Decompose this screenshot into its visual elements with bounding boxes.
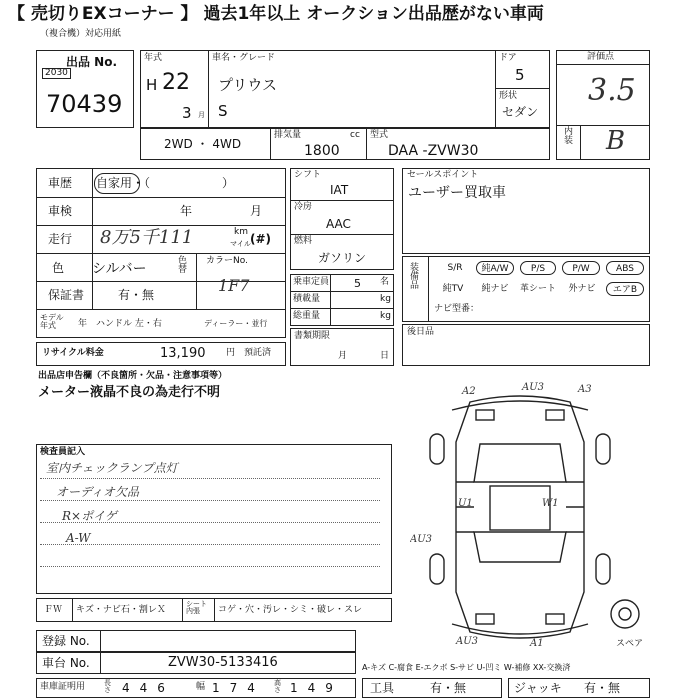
model-grade: S [218,102,228,120]
model-year-dealer: ディーラー・並行 [204,319,268,328]
install-label: 後日品 [407,327,435,337]
inspector-line-1: 室内チェックランプ点灯 [46,461,178,475]
lot-number: 70439 [46,90,123,118]
inspection-month: 月 [250,204,263,218]
inspector-line-4: A-W [66,531,91,545]
score-value: 3.5 [588,73,636,108]
cert-length: 446 [122,681,175,695]
doors-value: 5 [515,66,525,84]
jack-value: 有・無 [584,681,621,695]
year-value: 22 [162,70,190,95]
capacity-unit: 名 [380,277,390,287]
load-unit: kg [380,294,391,304]
legend-fw: ＦＷ [44,605,63,615]
equip-extnavi: 外ナビ [568,284,596,294]
model-year-year: 年 [78,319,88,329]
recycle-label: リサイクル料金 [42,348,104,358]
inspector-line-2: オーディオ欠品 [56,485,140,499]
interior-label: 内装 [564,127,574,146]
displacement-label: 排気量 [274,130,302,140]
shift-label: シフト [294,170,322,180]
recycle-unit: 円 [226,348,236,358]
recycle-status: 預託済 [244,348,272,358]
shift-value: IAT [330,183,349,197]
header-title: 【 売切りEXコーナー 】 過去1年以上 オークション出品歴がない車両 [8,4,544,24]
warranty-value: 有・無 [118,288,155,302]
inspection-year: 年 [180,204,193,218]
deadline-month: 月 [338,351,348,361]
selling-box [402,168,650,254]
cert-label: 車庫証明用 [40,682,86,692]
equip-leather: 革シート [519,284,556,294]
mark-w1: W1 [542,498,559,509]
sheet-note: （複合機）対応用紙 [40,29,122,39]
equip-abs: ABS [606,261,644,275]
color-change-label: 色替 [178,256,188,275]
ac-value: AAC [326,217,351,231]
ac-label: 冷房 [294,202,313,212]
legend-condition: コゲ・穴・汚レ・シミ・破レ・スレ [218,605,363,615]
year-era: H [146,76,158,94]
equip-navi: 純ナビ [481,284,509,294]
year-month: 3 [182,104,192,122]
cert-length-label: 長さ [104,679,111,694]
history-circle [94,173,140,194]
color-value: シルバー [92,261,147,277]
selling-value: ユーザー買取車 [408,185,506,201]
color-no-label: カラーNo. [206,256,248,266]
install-box [402,324,650,366]
equip-ps: P/S [520,261,556,275]
lot-label: 出品 No. [66,55,118,69]
equip-airbag: エアB [606,282,644,296]
damage-codes: A-キズ C-腐食 E-エクボ S-サビ U-凹ミ W-補修 XX-交換済 [362,663,571,672]
fuel-label: 燃料 [294,236,313,246]
mark-u1: U1 [458,498,473,509]
mark-au3-top: AU3 [522,382,545,393]
model-year-handle: ハンドル 左・右 [96,319,162,329]
fuel-value: ガソリン [318,251,367,265]
color-no-value: 1F7 [218,276,250,295]
cert-height: 149 [290,681,343,695]
recycle-value: 13,190 [160,346,206,361]
capacity-value: 5 [354,277,361,290]
model-year-label: モデル年式 [40,313,64,330]
model-name: プリウス [218,76,277,94]
lot-sub: 2030 [42,68,71,79]
cert-width-label: 幅 [196,682,206,692]
history-value: 自家用・（ ） [96,176,235,190]
mark-au3-bottom: AU3 [456,636,479,647]
deadline-label: 書類期限 [294,331,331,341]
legend-seat: シート内張 [186,600,207,615]
notes-text: メーター液晶不良の為走行不明 [38,385,221,400]
notes-label: 出品店申告欄（不良箇所・欠品・注意事項等） [38,371,228,381]
gross-unit: kg [380,311,391,321]
equip-pw: P/W [562,261,600,275]
deadline-day: 日 [380,351,390,361]
color-label: 色 [52,261,65,275]
tools-label: 工具 [370,681,395,695]
score-label: 評価点 [587,52,615,62]
displacement-unit: cc [350,130,360,140]
type-label: 型式 [370,130,389,140]
equip-tv: 純TV [442,284,464,294]
equip-awheel: 純A/W [476,261,514,275]
mark-a1: A1 [530,638,544,649]
jack-label: ジャッキ [514,681,562,695]
mark-a2: A2 [462,386,476,397]
inspector-label: 検査員記入 [40,447,86,457]
year-label: 年式 [144,53,163,63]
load-label: 積載量 [293,294,321,304]
cert-height-label: 高さ [274,679,281,694]
car-diagram [410,382,650,652]
year-month-suffix: 月 [198,111,205,119]
equip-sr: S/R [447,263,463,273]
legend-items: キズ・ナビ石・割レＸ [76,605,166,615]
mileage-unit-km: km [234,227,248,237]
model-label: 車名・グレード [212,53,276,63]
mileage-unit-mile: マイル [230,240,251,248]
tools-value: 有・無 [430,681,467,695]
mark-au3-left: AU3 [410,534,433,545]
interior-value: B [606,126,626,156]
warranty-label: 保証書 [48,288,85,302]
equipment-label: 装備品 [410,263,420,291]
capacity-label: 乗車定員 [293,277,330,287]
type-value: DAA -ZVW30 [388,143,479,159]
history-label: 車歴 [48,176,73,190]
doors-label: ドア [499,53,517,63]
equip-navi-model: ナビ型番： [434,304,480,314]
mileage-value: 8万5千111 [100,227,194,248]
shape-label: 形状 [499,91,518,101]
mileage-label: 走行 [48,232,73,246]
cert-width: 174 [212,681,265,695]
drive-text: 2WD ・ 4WD [164,137,242,151]
mark-a3: A3 [578,384,592,395]
spare-label: スペア [616,639,644,649]
mileage-flag: (#) [250,232,272,246]
chassis-value: ZVW30-5133416 [168,655,278,670]
selling-label: セールスポイント [407,170,479,180]
inspection-label: 車検 [48,204,73,218]
reg-label: 登録 No. [42,634,90,648]
displacement-value: 1800 [304,143,340,159]
chassis-label: 車台 No. [42,656,90,670]
gross-label: 総重量 [293,311,321,321]
inspector-line-3: R×ポイゲ [62,509,117,523]
shape-value: セダン [502,105,539,119]
